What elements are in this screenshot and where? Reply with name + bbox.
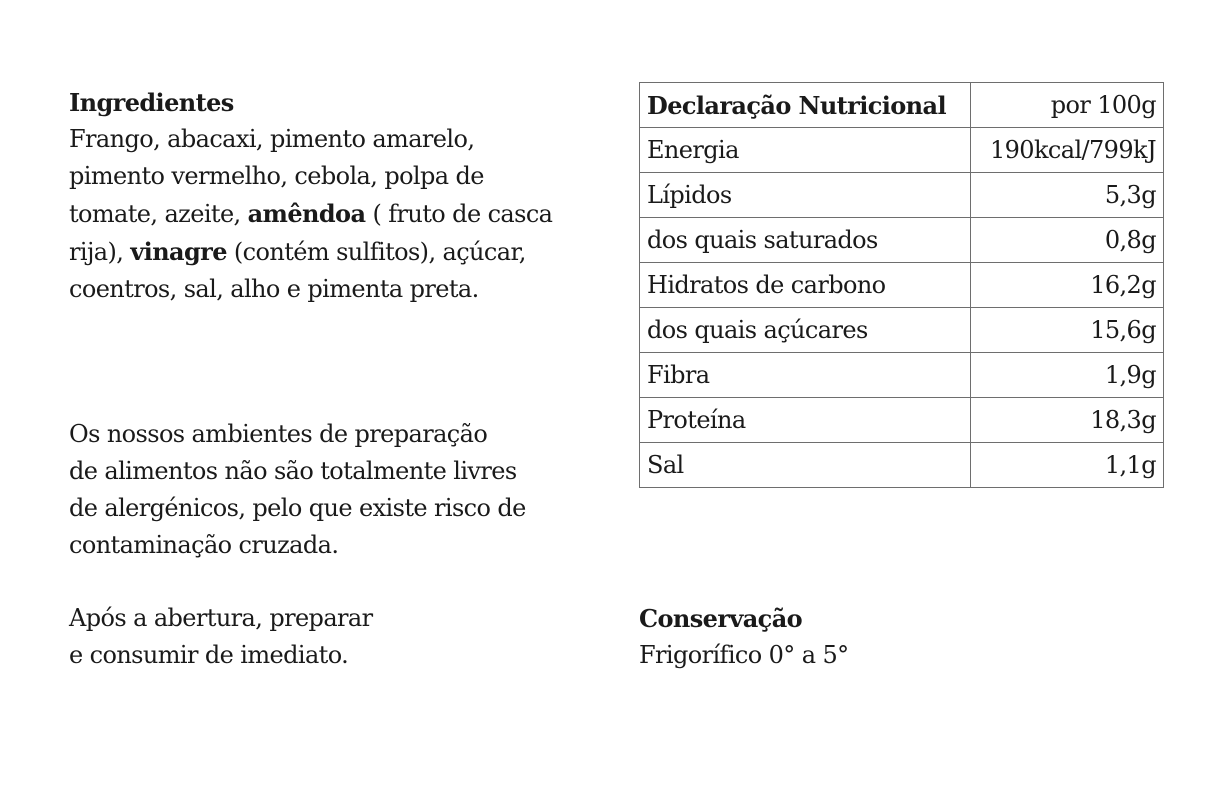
nutrition-header-label: Declaração Nutricional <box>640 83 971 128</box>
allergen-note-line: contaminação cruzada. <box>69 531 339 559</box>
nutrition-row <box>640 263 1164 308</box>
ingredients-line <box>69 271 609 308</box>
nutrition-header-per: por 100g <box>971 83 1164 128</box>
nutrition-body <box>640 128 1164 488</box>
nutrition-table <box>639 82 1164 488</box>
after-opening-note <box>69 600 609 674</box>
ingredients-line <box>69 121 609 158</box>
ingredients-segment: rija), <box>69 238 131 266</box>
ingredients-segment: pimento vermelho, cebola, polpa de <box>69 162 484 190</box>
nutrient-label: Hidratos de carbono <box>640 263 971 308</box>
allergen-note <box>69 416 609 564</box>
nutrient-value: 16,2g <box>971 263 1164 308</box>
after-opening-line: Após a abertura, preparar <box>69 604 373 632</box>
ingredients-heading: Ingredientes <box>69 88 234 117</box>
nutrition-header-row <box>640 83 1164 128</box>
nutrition-row <box>640 308 1164 353</box>
nutrient-label: Sal <box>640 443 971 488</box>
allergen-highlight: amêndoa <box>247 199 366 228</box>
nutrient-label: dos quais saturados <box>640 218 971 263</box>
nutrient-value: 0,8g <box>971 218 1164 263</box>
nutrition-row <box>640 443 1164 488</box>
conservation-text: Frigorífico 0° a 5° <box>639 641 849 669</box>
ingredients-segment: ( fruto de casca <box>365 200 553 228</box>
nutrient-label: dos quais açúcares <box>640 308 971 353</box>
after-opening-line: e consumir de imediato. <box>69 641 349 669</box>
nutrient-label: Fibra <box>640 353 971 398</box>
nutrient-value: 5,3g <box>971 173 1164 218</box>
allergen-note-line: Os nossos ambientes de preparação <box>69 420 488 448</box>
nutrient-value: 1,9g <box>971 353 1164 398</box>
nutrient-label: Lípidos <box>640 173 971 218</box>
nutrient-value: 18,3g <box>971 398 1164 443</box>
ingredients-line <box>69 233 609 271</box>
nutrient-value: 1,1g <box>971 443 1164 488</box>
ingredients-line <box>69 158 609 195</box>
conservation-section <box>639 600 1139 674</box>
nutrient-label: Energia <box>640 128 971 173</box>
ingredients-section <box>69 84 609 308</box>
nutrition-row <box>640 173 1164 218</box>
nutrition-row <box>640 398 1164 443</box>
ingredients-segment: Frango, abacaxi, pimento amarelo, <box>69 125 475 153</box>
nutrition-row <box>640 128 1164 173</box>
allergen-highlight: vinagre <box>130 237 227 266</box>
ingredients-text <box>69 121 609 308</box>
ingredients-segment: tomate, azeite, <box>69 200 248 228</box>
ingredients-segment: coentros, sal, alho e pimenta preta. <box>69 275 479 303</box>
ingredients-segment: (contém sulfitos), açúcar, <box>226 238 526 266</box>
allergen-note-line: de alergénicos, pelo que existe risco de <box>69 494 526 522</box>
nutrition-row <box>640 218 1164 263</box>
conservation-heading: Conservação <box>639 604 803 633</box>
allergen-note-line: de alimentos não são totalmente livres <box>69 457 517 485</box>
nutrient-value: 15,6g <box>971 308 1164 353</box>
nutrient-value: 190kcal/799kJ <box>971 128 1164 173</box>
nutrient-label: Proteína <box>640 398 971 443</box>
nutrition-row <box>640 353 1164 398</box>
ingredients-line <box>69 195 609 233</box>
